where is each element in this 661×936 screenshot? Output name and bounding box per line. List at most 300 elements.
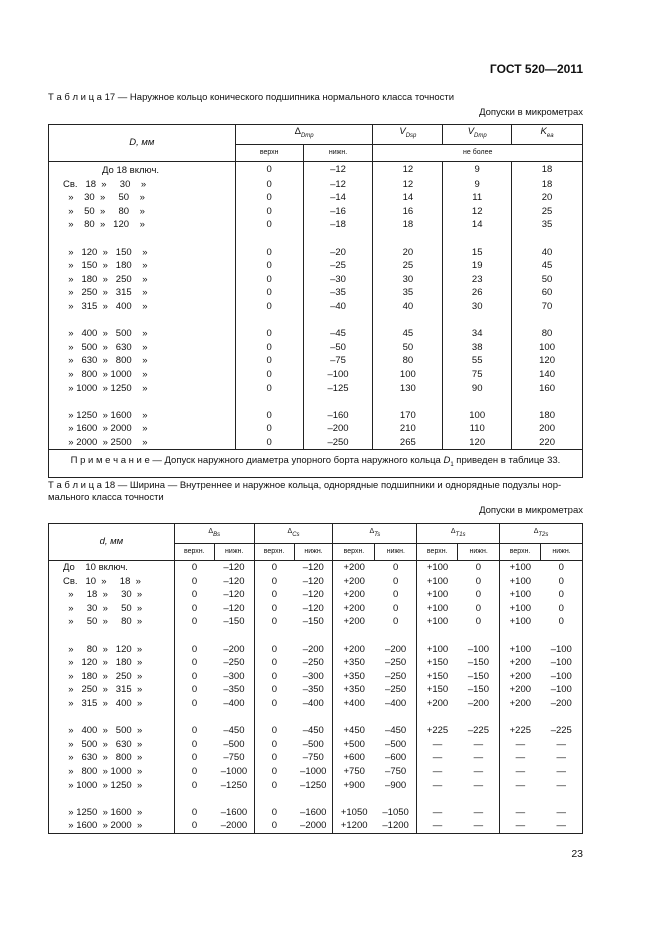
col-header-d: D, мм [49, 125, 236, 162]
cell-value: 0 [235, 273, 303, 287]
col-header-vdmp: $V_{Dmp}$ [443, 125, 512, 145]
cell-value: — [556, 752, 566, 764]
cell-value: 0 [174, 643, 214, 657]
cell-value: –1600 [300, 806, 327, 818]
cell-value: –1000 [220, 765, 248, 777]
cell-value: — [556, 779, 566, 791]
cell-value: 0 [254, 575, 294, 589]
cell-value: +100 [417, 575, 458, 589]
cell-value: +100 [500, 602, 541, 616]
cell-value: 14 [373, 191, 443, 205]
cell-value: –30 [303, 273, 373, 287]
row-label: » 800 » 1000 » [63, 765, 143, 777]
cell-value: +1200 [333, 819, 375, 833]
cell-value: 0 [235, 382, 303, 396]
cell-value: 15 [443, 246, 512, 260]
table-row [49, 697, 583, 711]
col-header-delta-cs: $\Delta_{Cs}$ [254, 524, 333, 544]
table-row [49, 643, 583, 657]
cell-value: –120 [302, 562, 324, 573]
cell-value: — [473, 752, 484, 764]
cell-value: –1050 [382, 806, 409, 818]
row-label: » 1250 » 1600 » [63, 409, 148, 421]
cell-value: –750 [385, 765, 407, 777]
table-row [49, 588, 583, 602]
cell-value: –125 [303, 382, 373, 396]
cell-value: 0 [174, 575, 214, 589]
cell-value: 0 [254, 819, 294, 833]
cell-value: 0 [174, 602, 214, 616]
table-row [49, 341, 583, 355]
table-row [49, 751, 583, 765]
cell-value: –500 [223, 738, 245, 750]
row-label: » 630 » 800 » [63, 355, 148, 367]
cell-value: — [473, 779, 484, 791]
cell-value: –100 [303, 368, 373, 382]
row-label: » 400 » 500 » [63, 328, 148, 340]
cell-value: +200 [500, 683, 541, 697]
cell-value: 34 [443, 327, 512, 341]
cell-value: 0 [254, 697, 294, 711]
cell-value: 0 [254, 561, 294, 575]
cell-value: 0 [235, 162, 303, 178]
cell-value: 0 [392, 616, 399, 628]
table-row [49, 683, 583, 697]
cell-value: — [500, 751, 541, 765]
row-label: » 1600 » 2000 » [63, 820, 143, 832]
table-row [49, 806, 583, 820]
cell-value: — [500, 738, 541, 752]
cell-value: 0 [235, 218, 303, 232]
cell-value: 0 [254, 588, 294, 602]
cell-value: –1200 [382, 820, 409, 832]
cell-value: +400 [333, 697, 375, 711]
cell-value: 80 [512, 327, 583, 341]
cell-value: 45 [373, 327, 443, 341]
cell-value: –450 [302, 725, 324, 737]
cell-value: 0 [475, 616, 482, 628]
cell-value: –1000 [300, 765, 327, 777]
cell-value: –50 [303, 341, 373, 355]
cell-value: –200 [385, 643, 407, 655]
cell-value: 12 [443, 205, 512, 219]
cell-value: 50 [373, 341, 443, 355]
row-label: » 30 » 50 » [63, 192, 145, 204]
cell-value: 100 [512, 341, 583, 355]
cell-value: –100 [550, 657, 572, 669]
cell-value: 0 [174, 738, 214, 752]
cell-value: +100 [417, 561, 458, 575]
table-row [49, 162, 583, 178]
cell-value: 30 [373, 273, 443, 287]
cell-value: –2000 [220, 820, 248, 832]
cell-value: 0 [235, 368, 303, 382]
cell-value: 0 [254, 683, 294, 697]
cell-value: 0 [235, 205, 303, 219]
row-label: » 250 » 315 » [63, 684, 143, 696]
cell-value: 0 [558, 562, 564, 573]
table-row [49, 300, 583, 314]
cell-value: 100 [443, 409, 512, 423]
cell-value: 0 [174, 697, 214, 711]
cell-value: +100 [500, 615, 541, 629]
cell-value: — [473, 738, 484, 750]
row-label: » 1250 » 1600 » [63, 806, 143, 818]
cell-value: — [417, 819, 458, 833]
cell-value: +100 [500, 575, 541, 589]
cell-value: –2000 [300, 820, 327, 832]
cell-value: –120 [302, 602, 324, 614]
cell-value: +350 [333, 670, 375, 684]
cell-value: –120 [302, 589, 324, 601]
cell-value: 18 [512, 162, 583, 178]
cell-value: +200 [500, 670, 541, 684]
cell-value: 110 [443, 422, 512, 436]
cell-value: –12 [303, 162, 373, 178]
row-label: » 1000 » 1250 » [63, 779, 143, 791]
cell-value: –160 [303, 409, 373, 423]
table-row [49, 779, 583, 793]
cell-value: 0 [174, 819, 214, 833]
cell-value: 180 [512, 409, 583, 423]
cell-value: 100 [373, 368, 443, 382]
cell-value: –900 [385, 779, 407, 791]
cell-value: 20 [512, 191, 583, 205]
cell-value: –200 [303, 422, 373, 436]
row-label: » 50 » 80 » [63, 205, 145, 217]
table-row [49, 602, 583, 616]
row-label: » 80 » 120 » [63, 219, 145, 231]
row-label: » 315 » 400 » [63, 697, 143, 709]
row-label: » 18 » 30 » [63, 589, 143, 601]
cell-value: — [500, 765, 541, 779]
cell-value: 55 [443, 354, 512, 368]
row-label: » 250 » 315 » [63, 287, 148, 299]
cell-value: 200 [512, 422, 583, 436]
cell-value: –200 [467, 697, 489, 709]
cell-value: 0 [254, 643, 294, 657]
col-header-upper: верхн. [333, 544, 375, 561]
cell-value: 35 [512, 218, 583, 232]
table-row [49, 273, 583, 287]
cell-value: 120 [443, 436, 512, 450]
cell-value: +900 [333, 779, 375, 793]
cell-value: 0 [475, 602, 482, 614]
cell-value: –100 [550, 670, 572, 682]
cell-value: 16 [373, 205, 443, 219]
cell-value: — [500, 779, 541, 793]
cell-value: 0 [558, 602, 564, 614]
cell-value: — [556, 820, 566, 832]
table-18-caption-line1: Т а б л и ц а 18 — Ширина — Внутреннее и наружное кольца, однорядные подшипники и однорядные подузлы нор- [48, 480, 562, 491]
cell-value: –150 [467, 684, 489, 696]
cell-value: –120 [302, 575, 324, 587]
cell-value: 0 [235, 341, 303, 355]
cell-value: 0 [174, 683, 214, 697]
cell-value: –600 [385, 752, 407, 764]
cell-value: — [417, 779, 458, 793]
col-header-upper: верхн [235, 145, 303, 162]
cell-value: –100 [467, 643, 489, 655]
cell-value: –45 [303, 327, 373, 341]
cell-value: 0 [254, 738, 294, 752]
col-header-vdsp: $V_{Dsp}$ [373, 125, 443, 145]
col-header-lower: нижн. [375, 544, 417, 561]
cell-value: +600 [333, 751, 375, 765]
cell-value: +100 [417, 615, 458, 629]
cell-value: –750 [302, 752, 324, 764]
cell-value: +150 [417, 656, 458, 670]
cell-value: +100 [417, 643, 458, 657]
cell-value: — [417, 806, 458, 820]
cell-value: –25 [303, 259, 373, 273]
cell-value: 23 [443, 273, 512, 287]
table-row [49, 218, 583, 232]
cell-value: — [417, 751, 458, 765]
cell-value: 40 [512, 246, 583, 260]
cell-value: –400 [385, 697, 407, 709]
cell-value: –100 [550, 643, 572, 655]
col-header-upper: верхн. [417, 544, 458, 561]
cell-value: +225 [417, 724, 458, 738]
table-row [49, 738, 583, 752]
cell-value: 12 [373, 178, 443, 192]
col-header-lower: нижн. [541, 544, 583, 561]
cell-value: +200 [333, 602, 375, 616]
cell-value: 0 [254, 615, 294, 629]
cell-value: 0 [174, 615, 214, 629]
cell-value: 0 [174, 765, 214, 779]
cell-value: +200 [333, 615, 375, 629]
cell-value: +100 [500, 643, 541, 657]
cell-value: –450 [385, 725, 407, 737]
row-label: » 500 » 630 » [63, 341, 148, 353]
cell-value: +200 [333, 643, 375, 657]
cell-value: –225 [467, 725, 489, 737]
cell-value: 0 [174, 779, 214, 793]
table-row [49, 670, 583, 684]
cell-value: 25 [373, 259, 443, 273]
table-row [49, 819, 583, 833]
cell-value: –14 [303, 191, 373, 205]
row-label: Св. 10 » 18 » [63, 575, 141, 587]
cell-value: –200 [223, 643, 245, 655]
row-label: » 30 » 50 » [63, 602, 143, 614]
cell-value: 9 [443, 178, 512, 192]
cell-value: — [556, 765, 566, 777]
table-row [49, 354, 583, 368]
row-label: » 630 » 800 » [63, 752, 143, 764]
cell-value: 25 [512, 205, 583, 219]
cell-value: — [500, 806, 541, 820]
cell-value: 0 [174, 670, 214, 684]
row-label: До 10 включ. [63, 562, 128, 573]
page-number: 23 [571, 848, 583, 860]
col-header-delta-bs: $\Delta_{Bs}$ [174, 524, 254, 544]
table-row [49, 246, 583, 260]
cell-value: 0 [174, 724, 214, 738]
col-header-upper: верхн. [254, 544, 294, 561]
cell-value: –750 [223, 752, 245, 764]
table-17-units: Допуски в микрометрах [479, 107, 583, 118]
table-18 [48, 523, 583, 834]
table-row [49, 561, 583, 575]
cell-value: 0 [558, 616, 564, 628]
cell-value: 75 [443, 368, 512, 382]
cell-value: 0 [254, 670, 294, 684]
cell-value: 19 [443, 259, 512, 273]
cell-value: 12 [373, 162, 443, 178]
cell-value: –120 [223, 589, 245, 601]
cell-value: –35 [303, 286, 373, 300]
cell-value: –450 [223, 725, 245, 737]
cell-value: 265 [373, 436, 443, 450]
cell-value: 0 [254, 779, 294, 793]
table-row [49, 368, 583, 382]
cell-value: –300 [302, 670, 324, 682]
cell-value: 26 [443, 286, 512, 300]
cell-value: 0 [392, 589, 399, 601]
cell-value: +200 [500, 656, 541, 670]
row-label: Св. 18 » 30 » [63, 178, 147, 190]
table-18-units: Допуски в микрометрах [479, 505, 583, 516]
table-row [49, 575, 583, 589]
cell-value: –300 [223, 670, 245, 682]
cell-value: — [500, 819, 541, 833]
cell-value: — [417, 765, 458, 779]
cell-value: +100 [417, 588, 458, 602]
cell-value: +150 [417, 683, 458, 697]
col-header-lower: нижн. [294, 544, 333, 561]
col-header-d: d, мм [49, 524, 175, 561]
cell-value: 0 [254, 602, 294, 616]
table-row [49, 656, 583, 670]
table-row [49, 724, 583, 738]
cell-value: –100 [550, 684, 572, 696]
cell-value: +750 [333, 765, 375, 779]
cell-value: 80 [373, 354, 443, 368]
col-header-upper: верхн. [174, 544, 214, 561]
col-header-delta-ts: $\Delta_{Ts}$ [333, 524, 417, 544]
cell-value: 90 [443, 382, 512, 396]
cell-value: 140 [512, 368, 583, 382]
cell-value: +200 [417, 697, 458, 711]
cell-value: +1050 [333, 806, 375, 820]
table-row [49, 765, 583, 779]
cell-value: –200 [302, 643, 324, 655]
cell-value: +225 [500, 724, 541, 738]
table-row [49, 259, 583, 273]
cell-value: 0 [392, 575, 399, 587]
row-label: » 180 » 250 » [63, 273, 148, 285]
cell-value: 210 [373, 422, 443, 436]
cell-value: 0 [235, 409, 303, 423]
table-row [49, 422, 583, 436]
cell-value: –350 [302, 684, 324, 696]
cell-value: 38 [443, 341, 512, 355]
cell-value: +350 [333, 683, 375, 697]
col-header-upper: верхн. [500, 544, 541, 561]
col-header-lower: нижн. [458, 544, 500, 561]
cell-value: 70 [512, 300, 583, 314]
cell-value: –225 [550, 725, 572, 737]
cell-value: 170 [373, 409, 443, 423]
cell-value: +200 [333, 575, 375, 589]
row-label: » 315 » 400 » [63, 300, 148, 312]
cell-value: +100 [500, 588, 541, 602]
row-label: » 1000 » 1250 » [63, 382, 148, 394]
cell-value: — [473, 806, 484, 818]
cell-value: 30 [443, 300, 512, 314]
cell-value: –120 [223, 575, 245, 587]
col-header-delta-t2s: $\Delta_{T2s}$ [500, 524, 583, 544]
cell-value: +500 [333, 738, 375, 752]
cell-value: 0 [392, 602, 399, 614]
cell-value: 0 [475, 589, 482, 601]
cell-value: 0 [235, 436, 303, 450]
cell-value: 0 [254, 806, 294, 820]
row-label: » 800 » 1000 » [63, 368, 148, 380]
table-17-note: П р и м е ч а н и е — Допуск наружного диаметра упорного борта наружного кольца $D_1$ приведен в таблице 33. [49, 450, 583, 477]
cell-value: 14 [443, 218, 512, 232]
cell-value: –40 [303, 300, 373, 314]
cell-value: 0 [235, 246, 303, 260]
col-header-delta-t1s: $\Delta_{T1s}$ [417, 524, 500, 544]
cell-value: –250 [303, 436, 373, 450]
cell-value: +200 [500, 697, 541, 711]
cell-value: –400 [223, 697, 245, 709]
cell-value: 0 [235, 327, 303, 341]
table-row [49, 178, 583, 192]
document-code: ГОСТ 520—2011 [489, 62, 583, 76]
cell-value: –18 [303, 218, 373, 232]
cell-value: –250 [223, 657, 245, 669]
cell-value: –150 [223, 616, 245, 628]
cell-value: 18 [512, 178, 583, 192]
cell-value: +100 [500, 561, 541, 575]
row-label: » 150 » 180 » [63, 260, 148, 272]
cell-value: –400 [302, 697, 324, 709]
cell-value: 120 [512, 354, 583, 368]
cell-value: 0 [174, 656, 214, 670]
cell-value: 0 [475, 562, 482, 573]
cell-value: 0 [235, 300, 303, 314]
col-header-lower: нижн. [303, 145, 373, 162]
cell-value: –350 [223, 684, 245, 696]
cell-value: 0 [475, 575, 482, 587]
cell-value: +200 [333, 588, 375, 602]
cell-value: –16 [303, 205, 373, 219]
col-header-delta-dmp: $\Delta_{Dmp}$ [235, 125, 373, 145]
table-row [49, 382, 583, 396]
cell-value: — [473, 820, 484, 832]
cell-value: 0 [174, 751, 214, 765]
cell-value: –250 [385, 670, 407, 682]
cell-value: 0 [254, 724, 294, 738]
cell-value: –500 [302, 738, 324, 750]
row-label: » 500 » 630 » [63, 738, 143, 750]
cell-value: –1250 [300, 779, 327, 791]
cell-value: +200 [333, 561, 375, 575]
row-label: » 120 » 150 » [63, 246, 148, 258]
cell-value: 0 [254, 751, 294, 765]
cell-value: +450 [333, 724, 375, 738]
cell-value: 160 [512, 382, 583, 396]
col-header-lower: нижн. [214, 544, 254, 561]
cell-value: 130 [373, 382, 443, 396]
cell-value: –200 [550, 697, 572, 709]
table-row [49, 205, 583, 219]
